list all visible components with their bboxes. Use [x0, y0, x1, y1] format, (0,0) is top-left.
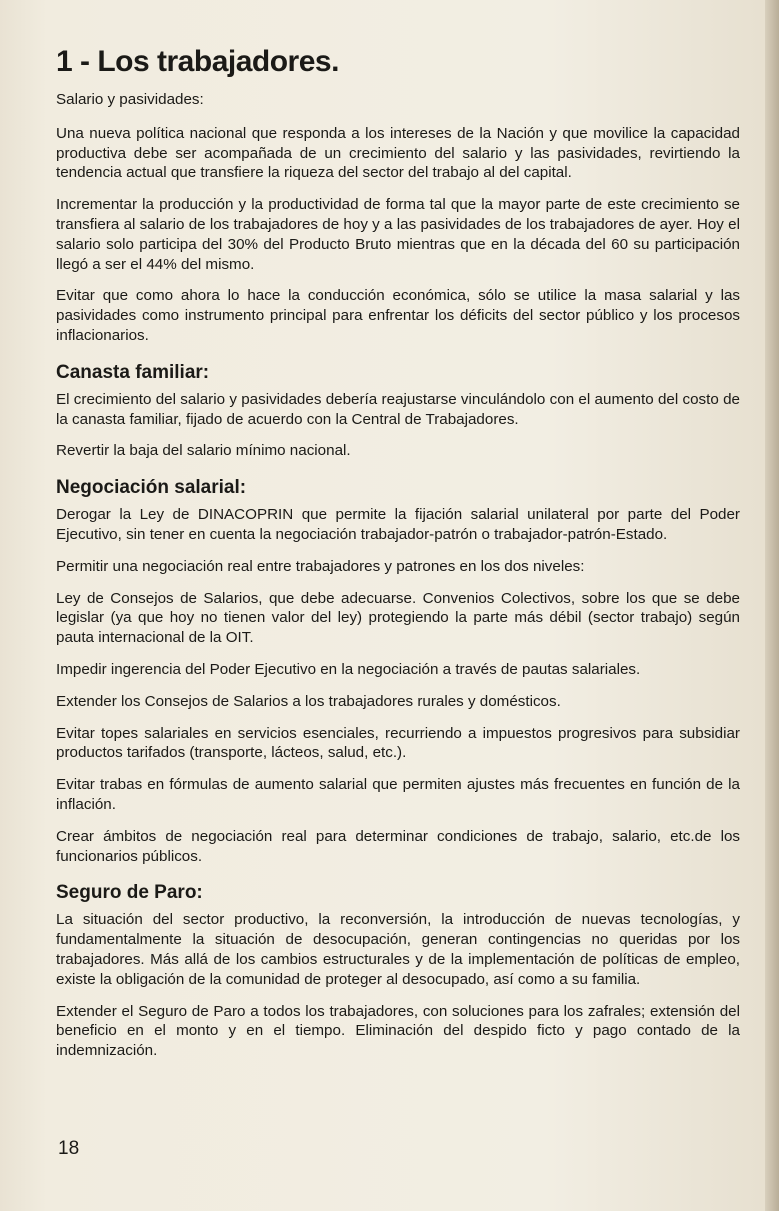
subheading: Salario y pasividades: — [56, 91, 204, 108]
paragraph: Una nueva política nacional que responda a los intereses de la Nación y que movilice la capacidad productiva debe ser acompañada de un crecimiento del salario y las pasividades, revirtiendo la tendencia actual que transfiere la riqueza del sector del trabajo al del capital. — [56, 124, 740, 182]
section-heading-seguro: Seguro de Paro: — [56, 882, 203, 904]
page-title: 1 - Los trabajadores. — [56, 45, 339, 78]
paragraph: Extender los Consejos de Salarios a los trabajadores rurales y domésticos. — [56, 692, 561, 710]
paragraph: Evitar topes salariales en servicios esenciales, recurriendo a impuestos progresivos para subsidiar productos tarifados (transporte, lácteos, salud, etc.). — [56, 724, 740, 762]
paragraph: La situación del sector productivo, la reconversión, la introducción de nuevas tecnologías, y fundamentalmente la situación de desocupación, generan contingencias no queridas por los trabajadores. Más allá de los cambios estructurales y de la implementación de políticas de empleo, existe la obligación de la comunidad de proteger al desocupado, así como a su familia. — [56, 911, 740, 988]
paragraph: El crecimiento del salario y pasividades debería reajustarse vinculándolo con el aumento del costo de la canasta familiar, fijado de acuerdo con la Central de Trabajadores. — [56, 390, 740, 428]
paragraph: Evitar trabas en fórmulas de aumento salarial que permiten ajustes más frecuentes en función de la inflación. — [56, 776, 740, 813]
paragraph: Impedir ingerencia del Poder Ejecutivo en la negociación a través de pautas salariales. — [56, 660, 641, 678]
paragraph: Incrementar la producción y la productividad de forma tal que la mayor parte de este crecimiento se transfiera al salario de los trabajadores de hoy y a las pasividades de los trabajadores de ayer. Hoy el salario solo participa del 30% del Producto Bruto mientras que en la década del 60 su participación llegó a ser el 44% del mismo. — [56, 196, 740, 273]
paragraph: Ley de Consejos de Salarios, que debe adecuarse. Convenios Colectivos, sobre los que se debe legislar (ya que hoy no tienen valor del ley) protegiendo la parte más débil (sector trabajo) según pauta internacional de la OIT. — [56, 589, 740, 647]
paragraph: Revertir la baja del salario mínimo nacional. — [56, 442, 351, 460]
page-number: 18 — [58, 1138, 80, 1159]
section-heading-canasta: Canasta familiar: — [56, 361, 210, 383]
section-heading-negociacion: Negociación salarial: — [56, 477, 247, 499]
paragraph: Evitar que como ahora lo hace la conducción económica, sólo se utilice la masa salarial y las pasividades como instrumento principal para enfrentar los déficits del sector público y los procesos inflacionarios. — [56, 287, 740, 344]
page-spine-shadow — [765, 0, 779, 1211]
paragraph: Crear ámbitos de negociación real para determinar condiciones de trabajo, salario, etc.de los funcionarios públicos. — [56, 827, 740, 865]
paragraph: Extender el Seguro de Paro a todos los trabajadores, con soluciones para los zafrales; extensión del beneficio en el monto y en el tiempo. Eliminación del despido ficto y pago contado de la indemnización. — [56, 1002, 740, 1060]
page-content — [56, 44, 740, 1073]
paragraph: Derogar la Ley de DINACOPRIN que permite la fijación salarial unilateral por parte del Poder Ejecutivo, sin tener en cuenta la negociación trabajador-patrón o trabajador-patrón-Estado. — [56, 506, 740, 543]
paragraph: Permitir una negociación real entre trabajadores y patrones en los dos niveles: — [56, 557, 585, 575]
